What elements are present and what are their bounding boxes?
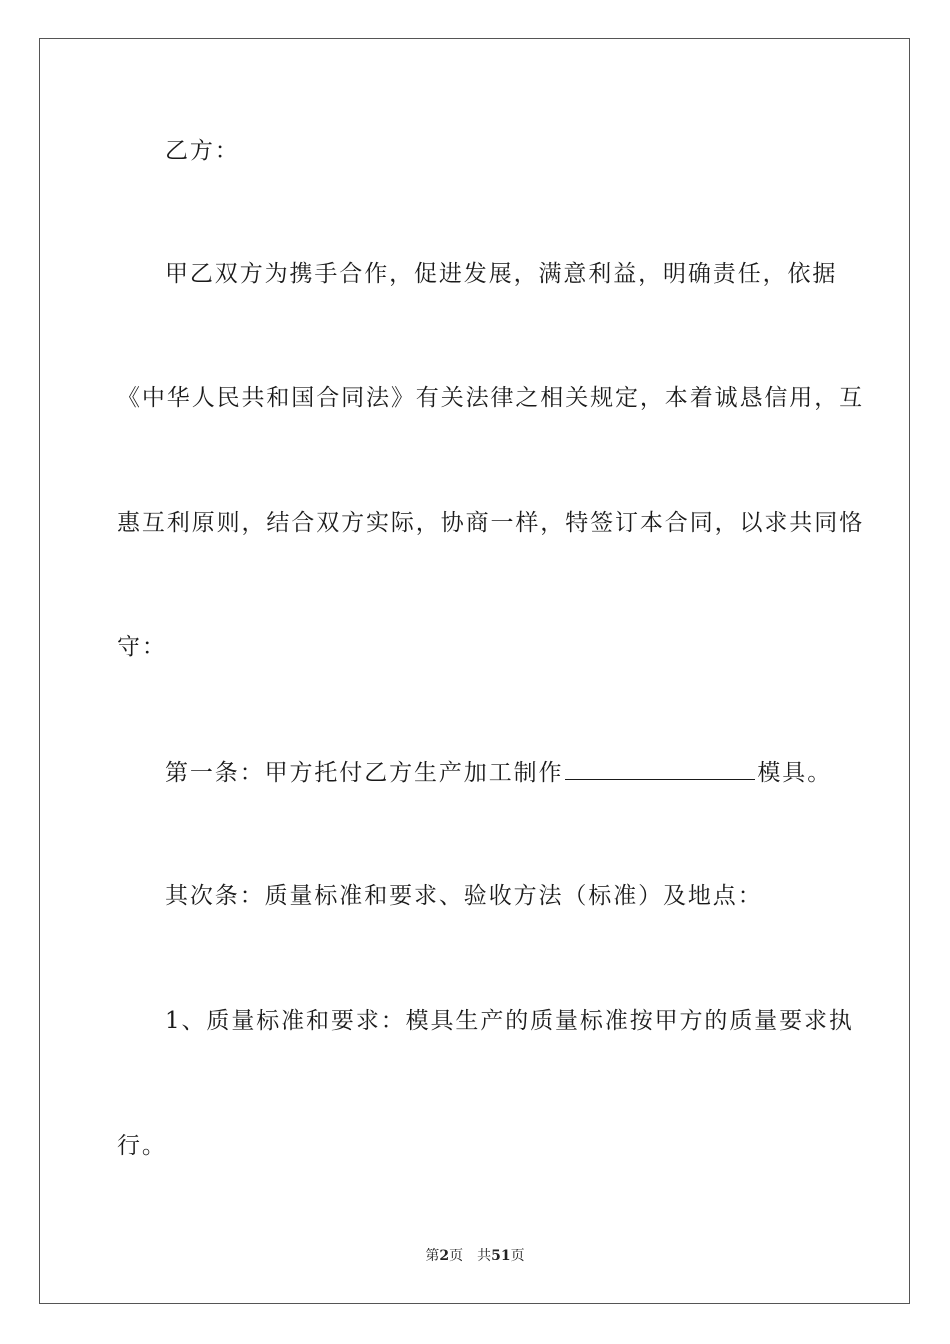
article-1-text: 第一条：甲方托付乙方生产加工制作 [165,760,564,786]
page-number: 2 [439,1248,450,1264]
paragraph-line: 《中华人民共和国合同法》有关法律之相关规定，本着诚恳信用，互 [117,385,864,411]
total-pages: 51 [491,1248,511,1264]
paragraph-line: 惠互利原则，结合双方实际，协商一样，特签订本合同，以求共同恪 [117,510,864,536]
page-prefix: 第 [425,1248,440,1264]
party-b-label: 乙方： [165,138,240,164]
page-border [39,38,910,1304]
page-suffix: 页 [449,1248,464,1264]
article-2: 其次条：质量标准和要求、验收方法（标准）及地点： [165,883,763,909]
paragraph-line: 守： [117,634,167,660]
article-1-suffix: 模具。 [757,760,833,786]
item-1-line: 1、质量标准和要求：模具生产的质量标准按甲方的质量要求执 [165,1008,854,1034]
total-suffix: 页 [510,1248,525,1264]
total-prefix: 共 [477,1248,492,1264]
fill-in-blank [565,757,755,780]
page-footer [0,1246,950,1266]
paragraph-line: 甲乙双方为携手合作，促进发展，满意利益，明确责任，依据 [165,261,838,287]
item-1-line: 行。 [117,1133,167,1159]
article-1 [165,757,833,788]
